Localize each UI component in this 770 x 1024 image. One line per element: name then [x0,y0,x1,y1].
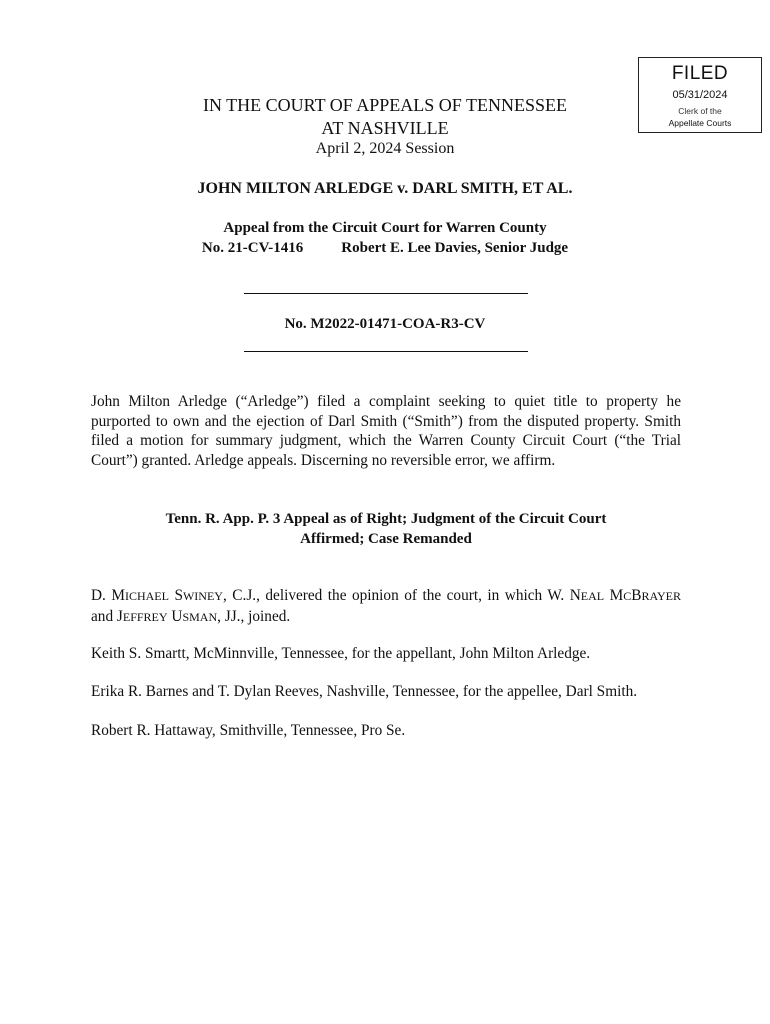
stamp-title: FILED [671,63,729,84]
counsel-appellee: Erika R. Barnes and T. Dylan Reeves, Nashville, Tennessee, for the appellee, Darl Smith. [91,683,638,700]
judge-mc: M [609,587,624,604]
stamp-date: 05/31/2024 [672,89,728,101]
holding-line-1: Tenn. R. App. P. 3 Appeal as of Right; Judgment of the Circuit Court [165,511,607,527]
case-caption: JOHN MILTON ARLEDGE v. DARL SMITH, ET AL. [197,180,573,197]
session-date: April 2, 2024 Session [315,140,455,157]
judge-brayer-sc: RAYER [641,589,682,603]
trial-court-line [0,239,770,258]
author-last-sc: WINEY [182,589,223,603]
judge-effrey-sc: EFFREY [122,609,168,624]
stamp-courts: Appellate Courts [668,118,732,128]
trial-number: No. 21-CV-1416 [201,240,304,256]
judge-u: U [167,607,183,625]
judge-sman-sc: SMAN [182,609,218,624]
author-last-initial: S [168,587,183,604]
counsel-pro-se: Robert R. Hattaway, Smithville, Tennessee, Pro Se. [91,722,406,739]
court-name: IN THE COURT OF APPEALS OF TENNESSEE [203,95,567,115]
author-initial: D. M [91,587,125,604]
judge-mc-sc: C [623,589,632,603]
court-location: AT NASHVILLE [321,118,449,138]
judge-and-j: and J [91,607,123,625]
stamp-clerk: Clerk of the [678,106,722,116]
opinion-authorship [91,586,681,627]
divider-bottom [244,351,528,352]
divider-top [244,293,528,294]
holding-line-2: Affirmed; Case Remanded [300,531,472,547]
case-summary: John Milton Arledge (“Arledge”) filed a complaint seeking to quiet title to property he purported to own and the ejection of Darl Smith (“Smith”) from the disputed property. Smith filed a motion for summary judgment, which the Warren County Circuit Court (“the Trial Court”) granted. Arledge appeals. Discerning no reversible error, we affirm. [91,393,681,469]
author-first-sc: ICHAEL [124,589,169,603]
opinion-text: , C.J., delivered the opinion of the court, in which W. N [222,587,581,604]
holding [91,509,681,549]
appeal-from: Appeal from the Circuit Court for Warren County [223,220,547,236]
docket-number: No. M2022-01471-COA-R3-CV [284,316,486,332]
opinion-tail: , JJ., joined. [217,607,291,625]
counsel-appellant: Keith S. Smartt, McMinnville, Tennessee, for the appellant, John Milton Arledge. [91,645,591,662]
trial-judge: Robert E. Lee Davies, Senior Judge [341,240,569,256]
judge-neal-sc: EAL [580,589,605,603]
judge-b: B [631,587,642,604]
